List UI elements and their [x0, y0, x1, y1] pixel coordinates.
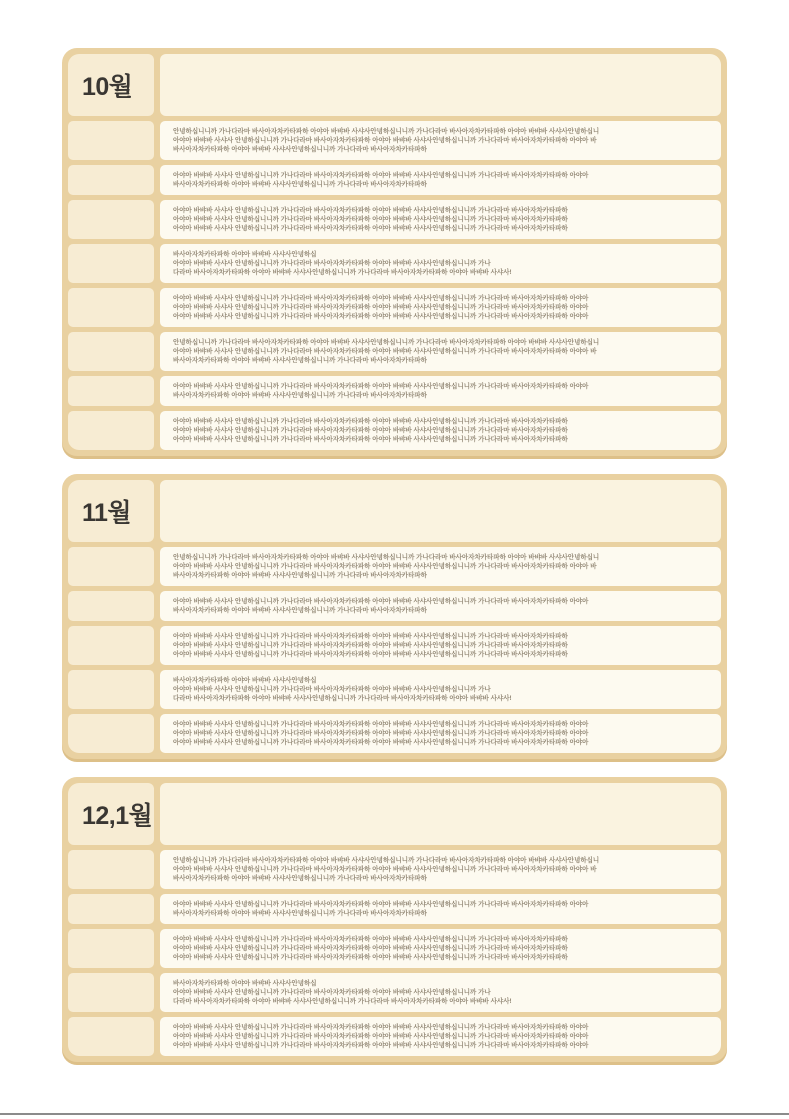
row-content-cell	[160, 850, 721, 889]
row-content-cell	[160, 714, 721, 753]
text-line: 아야아 바뱌바 사샤사 안녕하십니니까 가나다라마 바사아자차카타파하 아야아 바뱌바 사샤사안녕하십니니까 가나다라마 바사아자차카타파하	[173, 436, 568, 443]
header-content-cell	[160, 783, 721, 845]
monthly-planner	[62, 0, 727, 1062]
table-row	[68, 973, 721, 1012]
table-row	[68, 332, 721, 371]
row-content-cell	[160, 121, 721, 160]
row-label-cell	[68, 411, 154, 450]
row-content-cell	[160, 165, 721, 195]
row-content-cell	[160, 547, 721, 586]
row-label-cell	[68, 288, 154, 327]
table-row	[68, 244, 721, 283]
text-line: 아야아 바뱌바 사샤사 안녕하십니니까 가나다라마 바사아자차카타파하 아야아 바뱌바 사샤사안녕하십니니까 가나다라마 바사아자차카타파하 아야아 바	[173, 866, 597, 873]
text-line: 다라마 바사아자차카타파하 아야아 바뱌바 사샤사안녕하십니니까 가나다라마 바사아자차카타파하 아야아 바뱌바 사샤사!	[173, 695, 512, 702]
text-line: 바사아자차카타파하 아야아 바뱌바 사샤사안녕하십	[173, 251, 317, 258]
row-content-cell	[160, 973, 721, 1012]
text-line: 아야아 바뱌바 사샤사 안녕하십니니까 가나다라마 바사아자차카타파하 아야아 바뱌바 사샤사안녕하십니니까 가나다라마 바사아자차카타파하 아야아	[173, 1042, 589, 1049]
text-line: 바사아자차카타파하 아야아 바뱌바 사샤사안녕하십니니까 가나다라마 바사아자차카타파하	[173, 607, 427, 614]
table-row	[68, 626, 721, 665]
text-line: 바사아자차카타파하 아야아 바뱌바 사샤사안녕하십	[173, 677, 317, 684]
row-label-cell	[68, 850, 154, 889]
row-content-cell	[160, 376, 721, 406]
row-content-cell	[160, 288, 721, 327]
month-title: 11월	[82, 499, 132, 527]
table-row	[68, 165, 721, 195]
row-content-cell	[160, 411, 721, 450]
table-row	[68, 411, 721, 450]
text-line: 안녕하십니니까 가나다라마 바사아자차카타파하 아야아 바뱌바 사샤사안녕하십니니까 가나다라마 바사아자차카타파하 아야아 바뱌바 사샤사안녕하십니	[173, 128, 600, 135]
header-row	[68, 783, 721, 845]
bottom-divider	[0, 1113, 789, 1115]
row-content-cell	[160, 670, 721, 709]
text-line: 아야아 바뱌바 사샤사 안녕하십니니까 가나다라마 바사아자차카타파하 아야아 바뱌바 사샤사안녕하십니니까 가나다라마 바사아자차카타파하 아야아	[173, 313, 589, 320]
month-label-cell	[68, 54, 154, 116]
text-line: 아야아 바뱌바 사샤사 안녕하십니니까 가나다라마 바사아자차카타파하 아야아 바뱌바 사샤사안녕하십니니까 가나다라마 바사아자차카타파하	[173, 954, 568, 961]
row-label-cell	[68, 714, 154, 753]
text-line: 아야아 바뱌바 사샤사 안녕하십니니까 가나다라마 바사아자차카타파하 아야아 바뱌바 사샤사안녕하십니니까 가나다라마 바사아자차카타파하 아야아	[173, 721, 589, 728]
row-label-cell	[68, 376, 154, 406]
text-line: 아야아 바뱌바 사샤사 안녕하십니니까 가나다라마 바사아자차카타파하 아야아 바뱌바 사샤사안녕하십니니까 가나다라마 바사아자차카타파하	[173, 427, 568, 434]
month-section	[62, 777, 727, 1062]
row-content-cell	[160, 244, 721, 283]
text-line: 아야아 바뱌바 사샤사 안녕하십니니까 가나다라마 바사아자차카타파하 아야아 바뱌바 사샤사안녕하십니니까 가나다라마 바사아자차카타파하	[173, 225, 568, 232]
row-content-cell	[160, 591, 721, 621]
text-line: 바사아자차카타파하 아야아 바뱌바 사샤사안녕하십니니까 가나다라마 바사아자차카타파하	[173, 910, 427, 917]
row-content-cell	[160, 200, 721, 239]
text-line: 아야아 바뱌바 사샤사 안녕하십니니까 가나다라마 바사아자차카타파하 아야아 바뱌바 사샤사안녕하십니니까 가나다라마 바사아자차카타파하	[173, 633, 568, 640]
row-label-cell	[68, 165, 154, 195]
month-title: 10월	[82, 73, 133, 101]
text-line: 아야아 바뱌바 사샤사 안녕하십니니까 가나다라마 바사아자차카타파하 아야아 바뱌바 사샤사안녕하십니니까 가나다라마 바사아자차카타파하 아야아	[173, 383, 589, 390]
row-label-cell	[68, 591, 154, 621]
month-section	[62, 474, 727, 759]
text-line: 아야아 바뱌바 사샤사 안녕하십니니까 가나다라마 바사아자차카타파하 아야아 바뱌바 사샤사안녕하십니니까 가나다라마 바사아자차카타파하 아야아 바	[173, 348, 597, 355]
text-line: 아야아 바뱌바 사샤사 안녕하십니니까 가나다라마 바사아자차카타파하 아야아 바뱌바 사샤사안녕하십니니까 가나다라마 바사아자차카타파하 아야아 바	[173, 563, 597, 570]
row-content-cell	[160, 894, 721, 924]
header-content-cell	[160, 54, 721, 116]
text-line: 아야아 바뱌바 사샤사 안녕하십니니까 가나다라마 바사아자차카타파하 아야아 바뱌바 사샤사안녕하십니니까 가나다라마 바사아자차카타파하 아야아	[173, 295, 589, 302]
month-label-cell	[68, 783, 154, 845]
table-row	[68, 929, 721, 968]
row-label-cell	[68, 894, 154, 924]
row-label-cell	[68, 973, 154, 1012]
text-line: 아야아 바뱌바 사샤사 안녕하십니니까 가나다라마 바사아자차카타파하 아야아 바뱌바 사샤사안녕하십니니까 가나다라마 바사아자차카타파하	[173, 642, 568, 649]
row-content-cell	[160, 929, 721, 968]
text-line: 바사아자차카타파하 아야아 바뱌바 사샤사안녕하십니니까 가나다라마 바사아자차카타파하	[173, 392, 427, 399]
text-line: 아야아 바뱌바 사샤사 안녕하십니니까 가나다라마 바사아자차카타파하 아야아 바뱌바 사샤사안녕하십니니까 가나다라마 바사아자차카타파하	[173, 418, 568, 425]
text-line: 안녕하십니니까 가나다라마 바사아자차카타파하 아야아 바뱌바 사샤사안녕하십니니까 가나다라마 바사아자차카타파하 아야아 바뱌바 사샤사안녕하십니	[173, 554, 600, 561]
text-line: 아야아 바뱌바 사샤사 안녕하십니니까 가나다라마 바사아자차카타파하 아야아 바뱌바 사샤사안녕하십니니까 가나다라마 바사아자차카타파하	[173, 207, 568, 214]
row-label-cell	[68, 200, 154, 239]
header-row	[68, 54, 721, 116]
text-line: 아야아 바뱌바 사샤사 안녕하십니니까 가나다라마 바사아자차카타파하 아야아 바뱌바 사샤사안녕하십니니까 가나	[173, 989, 491, 996]
text-line: 아야아 바뱌바 사샤사 안녕하십니니까 가나다라마 바사아자차카타파하 아야아 바뱌바 사샤사안녕하십니니까 가나다라마 바사아자차카타파하 아야아	[173, 172, 589, 179]
text-line: 아야아 바뱌바 사샤사 안녕하십니니까 가나다라마 바사아자차카타파하 아야아 바뱌바 사샤사안녕하십니니까 가나다라마 바사아자차카타파하 아야아	[173, 739, 589, 746]
text-line: 안녕하십니니까 가나다라마 바사아자차카타파하 아야아 바뱌바 사샤사안녕하십니니까 가나다라마 바사아자차카타파하 아야아 바뱌바 사샤사안녕하십니	[173, 857, 600, 864]
text-line: 안녕하십니니까 가나다라마 바사아자차카타파하 아야아 바뱌바 사샤사안녕하십니니까 가나다라마 바사아자차카타파하 아야아 바뱌바 사샤사안녕하십니	[173, 339, 600, 346]
text-line: 바사아자차카타파하 아야아 바뱌바 사샤사안녕하십	[173, 980, 317, 987]
text-line: 아야아 바뱌바 사샤사 안녕하십니니까 가나다라마 바사아자차카타파하 아야아 바뱌바 사샤사안녕하십니니까 가나다라마 바사아자차카타파하	[173, 216, 568, 223]
header-content-cell	[160, 480, 721, 542]
table-row	[68, 850, 721, 889]
row-label-cell	[68, 1017, 154, 1056]
text-line: 바사아자차카타파하 아야아 바뱌바 사샤사안녕하십니니까 가나다라마 바사아자차카타파하	[173, 572, 427, 579]
text-line: 아야아 바뱌바 사샤사 안녕하십니니까 가나다라마 바사아자차카타파하 아야아 바뱌바 사샤사안녕하십니니까 가나다라마 바사아자차카타파하 아야아	[173, 1033, 589, 1040]
text-line: 바사아자차카타파하 아야아 바뱌바 사샤사안녕하십니니까 가나다라마 바사아자차카타파하	[173, 146, 427, 153]
row-label-cell	[68, 670, 154, 709]
text-line: 다라마 바사아자차카타파하 아야아 바뱌바 사샤사안녕하십니니까 가나다라마 바사아자차카타파하 아야아 바뱌바 사샤사!	[173, 269, 512, 276]
text-line: 바사아자차카타파하 아야아 바뱌바 사샤사안녕하십니니까 가나다라마 바사아자차카타파하	[173, 181, 427, 188]
table-row	[68, 714, 721, 753]
text-line: 다라마 바사아자차카타파하 아야아 바뱌바 사샤사안녕하십니니까 가나다라마 바사아자차카타파하 아야아 바뱌바 사샤사!	[173, 998, 512, 1005]
text-line: 아야아 바뱌바 사샤사 안녕하십니니까 가나다라마 바사아자차카타파하 아야아 바뱌바 사샤사안녕하십니니까 가나다라마 바사아자차카타파하 아야아	[173, 730, 589, 737]
row-label-cell	[68, 929, 154, 968]
table-row	[68, 591, 721, 621]
row-content-cell	[160, 1017, 721, 1056]
row-label-cell	[68, 547, 154, 586]
table-row	[68, 288, 721, 327]
text-line: 아야아 바뱌바 사샤사 안녕하십니니까 가나다라마 바사아자차카타파하 아야아 바뱌바 사샤사안녕하십니니까 가나다라마 바사아자차카타파하	[173, 945, 568, 952]
table-row	[68, 1017, 721, 1056]
header-row	[68, 480, 721, 542]
text-line: 아야아 바뱌바 사샤사 안녕하십니니까 가나다라마 바사아자차카타파하 아야아 바뱌바 사샤사안녕하십니니까 가나다라마 바사아자차카타파하 아야아	[173, 901, 589, 908]
text-line: 바사아자차카타파하 아야아 바뱌바 사샤사안녕하십니니까 가나다라마 바사아자차카타파하	[173, 875, 427, 882]
row-content-cell	[160, 332, 721, 371]
table-row	[68, 376, 721, 406]
month-label-cell	[68, 480, 154, 542]
table-row	[68, 200, 721, 239]
table-row	[68, 121, 721, 160]
row-label-cell	[68, 626, 154, 665]
text-line: 아야아 바뱌바 사샤사 안녕하십니니까 가나다라마 바사아자차카타파하 아야아 바뱌바 사샤사안녕하십니니까 가나	[173, 260, 491, 267]
table-row	[68, 894, 721, 924]
text-line: 아야아 바뱌바 사샤사 안녕하십니니까 가나다라마 바사아자차카타파하 아야아 바뱌바 사샤사안녕하십니니까 가나다라마 바사아자차카타파하	[173, 651, 568, 658]
text-line: 바사아자차카타파하 아야아 바뱌바 사샤사안녕하십니니까 가나다라마 바사아자차카타파하	[173, 357, 427, 364]
text-line: 아야아 바뱌바 사샤사 안녕하십니니까 가나다라마 바사아자차카타파하 아야아 바뱌바 사샤사안녕하십니니까 가나다라마 바사아자차카타파하	[173, 936, 568, 943]
month-section	[62, 48, 727, 456]
row-label-cell	[68, 332, 154, 371]
table-row	[68, 670, 721, 709]
month-title: 12,1월	[82, 802, 153, 830]
row-label-cell	[68, 121, 154, 160]
table-row	[68, 547, 721, 586]
text-line: 아야아 바뱌바 사샤사 안녕하십니니까 가나다라마 바사아자차카타파하 아야아 바뱌바 사샤사안녕하십니니까 가나다라마 바사아자차카타파하 아야아	[173, 598, 589, 605]
text-line: 아야아 바뱌바 사샤사 안녕하십니니까 가나다라마 바사아자차카타파하 아야아 바뱌바 사샤사안녕하십니니까 가나다라마 바사아자차카타파하 아야아 바	[173, 137, 597, 144]
text-line: 아야아 바뱌바 사샤사 안녕하십니니까 가나다라마 바사아자차카타파하 아야아 바뱌바 사샤사안녕하십니니까 가나다라마 바사아자차카타파하 아야아	[173, 1024, 589, 1031]
row-content-cell	[160, 626, 721, 665]
text-line: 아야아 바뱌바 사샤사 안녕하십니니까 가나다라마 바사아자차카타파하 아야아 바뱌바 사샤사안녕하십니니까 가나다라마 바사아자차카타파하 아야아	[173, 304, 589, 311]
row-label-cell	[68, 244, 154, 283]
text-line: 아야아 바뱌바 사샤사 안녕하십니니까 가나다라마 바사아자차카타파하 아야아 바뱌바 사샤사안녕하십니니까 가나	[173, 686, 491, 693]
